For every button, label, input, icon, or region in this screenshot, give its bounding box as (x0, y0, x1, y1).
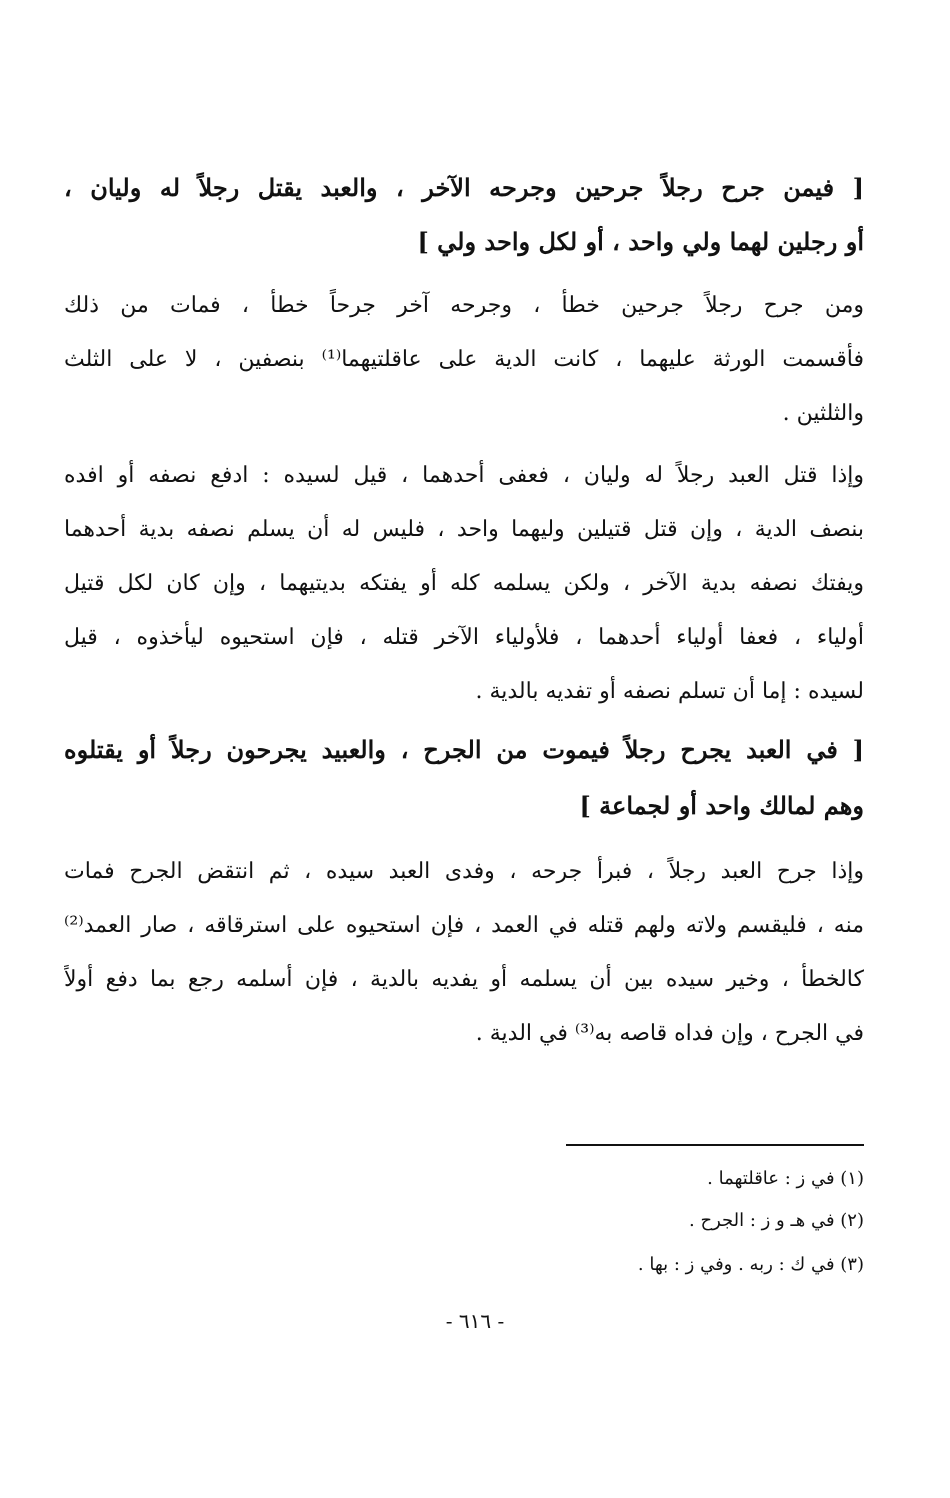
section-heading-line: وهم لمالك واحد أو لجماعة ] (579, 791, 864, 820)
footnote-divider (566, 1144, 864, 1146)
section-heading-line: [ فيمن جرح رجلاً جرحين وجرحه الآخر ، والعبد يقتل رجلاً له وليان ، (64, 173, 864, 202)
paragraph-line: ويفتك نصفه بدية الآخر ، ولكن يسلمه كله أو يفتكه بديتيهما ، وإن كان لكل قتيل (64, 571, 864, 596)
footnote: (١) في ز : عاقلتهما . (707, 1168, 864, 1189)
footnote: (٢) في هـ و ز : الجرح . (689, 1210, 864, 1231)
footnote: (٣) في ك : ربه . وفي ز : بها . (637, 1254, 864, 1275)
paragraph-line: فأقسمت الورثة عليهما ، كانت الدية على عاقلتيهما⁽¹⁾ بنصفين ، لا على الثلث (64, 347, 864, 372)
paragraph-line: منه ، فليقسم ولاته ولهم قتله في العمد ، فإن استحيوه على استرقاقه ، صار العمد⁽²⁾ (64, 913, 864, 938)
paragraph-line: لسيده : إما أن تسلم نصفه أو تفديه بالدية . (475, 679, 864, 704)
paragraph-line: وإذا جرح العبد رجلاً ، فبرأ جرحه ، وفدى العبد سيده ، ثم انتقض الجرح فمات (64, 859, 864, 884)
page-number: - ٦١٦ - (445, 1309, 505, 1333)
paragraph-line: وإذا قتل العبد رجلاً له وليان ، فعفى أحدهما ، قيل لسيده : ادفع نصفه أو افده (64, 463, 864, 488)
paragraph-line: والثلثين . (782, 401, 864, 426)
section-heading-line: أو رجلين لهما ولي واحد ، أو لكل واحد ولي ] (417, 227, 864, 256)
paragraph-line: في الجرح ، وإن فداه قاصه به⁽³⁾ في الدية . (475, 1021, 864, 1046)
paragraph-line: كالخطأ ، وخير سيده بين أن يسلمه أو يفديه بالدية ، فإن أسلمه رجع بما دفع أولاً (64, 967, 864, 992)
paragraph-line: أولياء ، فعفا أولياء أحدهما ، فلأولياء الآخر قتله ، فإن استحيوه ليأخذوه ، قيل (64, 625, 864, 650)
paragraph-line: بنصف الدية ، وإن قتل قتيلين وليهما واحد ، فليس له أن يسلم نصفه بدية أحدهما (64, 517, 864, 542)
paragraph-line: ومن جرح رجلاً جرحين خطأ ، وجرحه آخر جرحاً خطأ ، فمات من ذلك (64, 293, 864, 318)
section-heading-line: [ في العبد يجرح رجلاً فيموت من الجرح ، والعبيد يجرحون رجلاً أو يقتلوه (64, 735, 864, 764)
